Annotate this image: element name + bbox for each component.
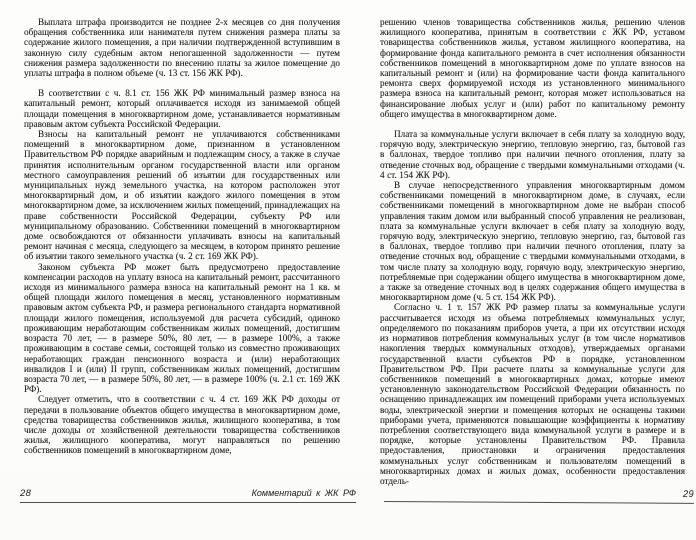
paragraph: Следует отметить, что в соответствии с ч. 4 ст. 169 ЖК РФ доходы от передачи в пользование объектов общего имущества в многоквартирном доме, средства товарищества собственников жилья, жилищного кооператива, в том числе доходы от хозяйственной деятельности товарищества собственников жилья, жилищного кооператива, могут направляться по решению собственников помещений в многоквартирном доме, <box>24 394 340 456</box>
page-footer-right <box>384 487 694 504</box>
paragraph: В соответствии с ч. 8.1 ст. 156 ЖК РФ минимальный размер взноса на капитальный ремонт, который оплачивается исходя из занимаемой общей площади помещения в многоквартирном доме, устанавливается нормативным правовым актом субъекта Российской Федерации. <box>24 88 340 129</box>
page-number-left: 28 <box>20 488 32 499</box>
paragraph: решению членов товарищества собственников жилья, решению членов жилищного кооператива, принятым в соответствии с ЖК РФ, уставом товарищества собственников жилья, уставом жилищного кооператива, на формирование фонда капитального ремонта в счет исполнения обязанности собственников помещений в многоквартирном доме по уплате взносов на капитальный ремонт и (или) на формирование части фонда капитального ремонта сверх формируемой исходя из установленного минимального размера взноса на капитальный ремонт, которая может использоваться на финансирование любых услуг и (или) работ по капитальному ремонту общего имущества в многоквартирном доме. <box>380 17 685 119</box>
paragraph: Выплата штрафа производится не позднее 2-х месяцев со дня получения обращения собственника или нанимателя путем снижения размера платы за содержание жилого помещения, а при наличии подтвержденной вступившим в законную силу судебным актом непогашенной задолженности — путем снижения размера задолженности по внесению платы за жилое помещение до уплаты штрафа в полном объеме (ч. 13 ст. 156 ЖК РФ). <box>24 17 340 79</box>
paragraph: Взносы на капитальный ремонт не уплачиваются собственниками помещений в многоквартирном доме, признанном в установленном Правительством РФ порядке аварийным и подлежащим сносу, а также в случае принятия исполнительным органом государственной власти или органом местного самоуправления решений об изъятии для государственных или муниципальных нужд земельного участка, на котором расположен этот многоквартирный дом, и об изъятии каждого жилого помещения в этом многоквартирном доме, за исключением жилых помещений, принадлежащих на праве собственности Российской Федерации, субъекту РФ или муниципальному образованию. Собственники помещений в многоквартирном доме освобождаются от обязанности уплачивать взносы на капитальный ремонт начиная с месяца, следующего за месяцем, в котором принято решение об изъятии такого земельного участка (ч. 2 ст. 169 ЖК РФ). <box>24 129 340 262</box>
paragraph: Плата за коммунальные услуги включает в себя плату за холодную воду, горячую воду, электрическую энергию, тепловую энергию, газ, бытовой газ в баллонах, твердое топливо при наличии печного отопления, плату за отведение сточных вод, обращение с твердыми коммунальными отходами (ч. 4 ст. 154 ЖК РФ). <box>380 129 685 180</box>
page-right-text-column <box>380 17 685 486</box>
paragraph: В случае непосредственного управления многоквартирным домом собственниками помещений в многоквартирном доме, в случаях, если собственниками помещений в многоквартирном доме не выбран способ управления таким домом или выбранный способ управления не реализован, плата за коммунальные услуги включает в себя плату за холодную воду, горячую воду, электрическую энергию, тепловую энергию, газ, бытовой газ в баллонах, твердое топливо при наличии печного отопления, плату за отведение сточных вод, обращение с твердыми коммунальными отходами, в том числе плату за холодную воду, горячую воду, электрическую энергию, потребляемые при содержании общего имущества в многоквартирном доме, а также за отведение сточных вод в целях содержания общего имущества в многоквартирном доме (ч. 5 ст. 154 ЖК РФ). <box>380 180 685 303</box>
page-left-text-column <box>24 17 340 456</box>
paragraph: Законом субъекта РФ может быть предусмотрено предоставление компенсации расходов на уплату взноса на капитальный ремонт, рассчитанного исходя из минимального размера взноса на капитальный ремонт на 1 кв. м общей площади жилого помещения в месяц, установленного нормативным правовым актом субъекта РФ, и размера регионального стандарта нормативной площади жилого помещения, используемой для расчета субсидий, одиноко проживающим неработающим собственникам жилых помещений, достигшим возраста 70 лет, — в размере 50%, 80 лет, — в размере 100%, а также проживающим в составе семьи, состоящей только из совместно проживающих неработающих граждан пенсионного возраста и (или) неработающих инвалидов I и (или) II групп, собственникам жилых помещений, достигшим возраста 70 лет, — в размере 50%, 80 лет, — в размере 100% (ч. 2.1 ст. 169 ЖК РФ). <box>24 261 340 395</box>
running-title: Комментарий к ЖК РФ <box>251 488 356 498</box>
page-number-right: 29 <box>682 488 695 500</box>
paragraph: Согласно ч. 1 т. 157 ЖК РФ размер платы за коммунальные услуги рассчитывается исходя из объема потребляемых коммунальных услуг, определяемого по показаниям приборов учета, а при их отсутствии исходя из нормативов потребления коммунальных услуг (в том числе нормативов накопления твердых коммунальных отходов), утверждаемых органами государственной власти субъектов РФ в порядке, установленном Правительством РФ. При расчете платы за коммунальные услуги для собственников помещений в многоквартирных домах, которые имеют установленную законодательством Российской Федерации обязанность по оснащению принадлежащих им помещений приборами учета используемых воды, электрической энергии и помещения которых не оснащены такими приборами учета, применяются повышающие коэффициенты к нормативу потребления соответствующего вида коммунальной услуги в размере и в порядке, которые установлены Правительством РФ. Правила предоставления, приостановки и ограничения предоставления коммунальных услуг собственникам и пользователям помещений в многоквартирных домах и жилых домах, особенности предоставления отдель- <box>380 302 685 486</box>
page-footer-left <box>20 488 356 503</box>
